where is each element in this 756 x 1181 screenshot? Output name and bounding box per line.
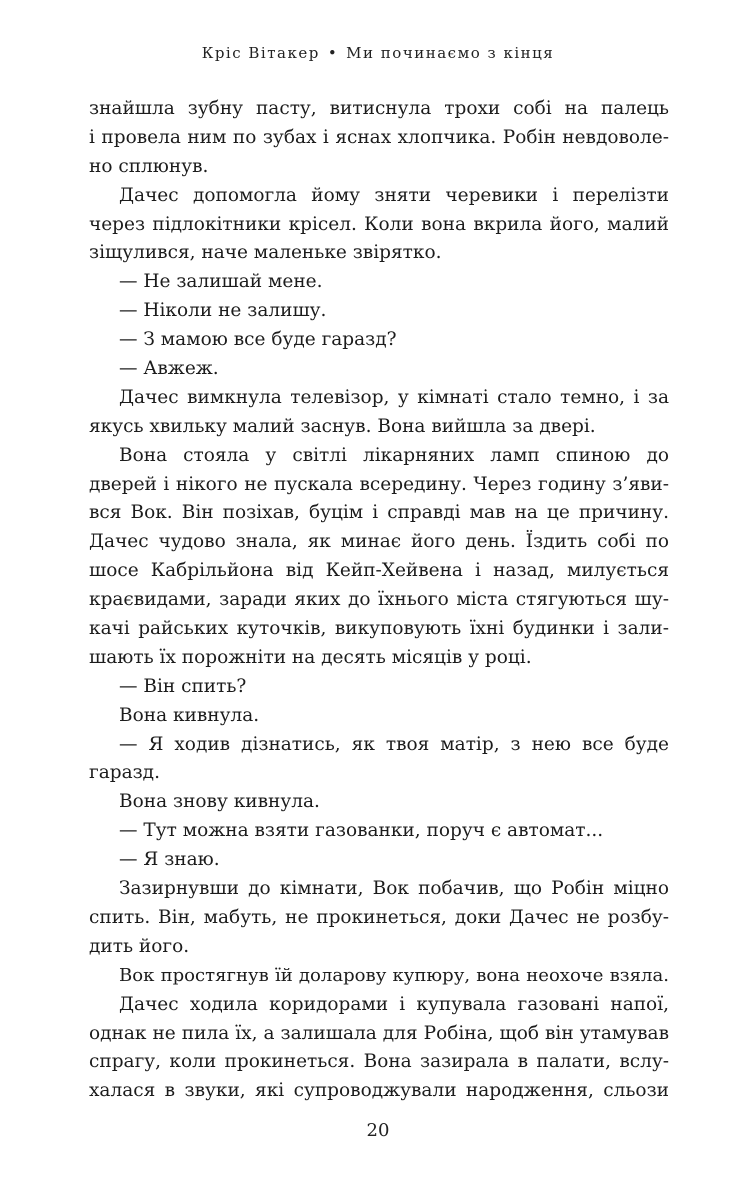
text-line: шають їх порожніти на десять місяців у році. [89, 646, 532, 668]
running-head [0, 44, 756, 62]
running-head-title: Ми починаємо з кінця [346, 44, 555, 62]
text-line: вся Вок. Він позіхав, буцім і справді мав на це причину. [89, 502, 669, 524]
text-line: Вок простягнув їй доларову купюру, вона неохоче взяла. [119, 964, 669, 986]
text-line: спрагу, коли прокинеться. Вона зазирала в палати, вслу- [89, 1051, 669, 1073]
running-head-separator: • [327, 44, 339, 62]
text-line: спить. Він, мабуть, не прокинеться, доки Дачес не розбу- [89, 906, 669, 928]
text-line: качі райських куточків, викуповують їхні будинки і зали- [89, 618, 669, 640]
page-number: 20 [366, 1120, 390, 1141]
text-line: но сплюнув. [89, 155, 209, 177]
text-line: Дачес чудово знала, як минає його день. Їздить собі по [89, 531, 669, 553]
body-text [89, 95, 669, 1106]
text-line: краєвидами, заради яких до їхнього міста стягуються шу- [89, 589, 669, 611]
text-line: зіщулився, наче маленьке звірятко. [89, 242, 442, 264]
text-line: Дачес ходила коридорами і купувала газовані напої, [119, 993, 669, 1015]
text-line: — Я знаю. [119, 849, 220, 871]
text-line: однак не пила їх, а залишала для Робіна, щоб він утамував [89, 1022, 669, 1044]
text-line: Дачес допомогла йому зняти черевики і перелізти [119, 184, 669, 206]
text-line: — З мамою все буде гаразд? [119, 329, 397, 351]
text-line: — Тут можна взяти газованки, поруч є автомат... [119, 820, 604, 842]
text-line: дить його. [89, 935, 190, 957]
text-line: — Він спить? [119, 675, 247, 697]
text-line: Вона знову кивнула. [119, 791, 320, 813]
text-line: Вона стояла у світлі лікарняних ламп спиною до [119, 444, 669, 466]
text-line: — Не залишай мене. [119, 271, 323, 293]
text-line: халася в звуки, які супроводжували народження, сльози [89, 1080, 669, 1102]
text-line: Дачес вимкнула телевізор, у кімнаті стало темно, і за [119, 386, 669, 408]
text-line: — Я ходив дізнатись, як твоя матір, з нею все буде [119, 733, 669, 755]
running-head-author: Кріс Вітакер [201, 44, 320, 62]
text-line: Вона кивнула. [119, 704, 260, 726]
text-line: знайшла зубну пасту, витиснула трохи собі на палець [89, 98, 669, 119]
text-line: дверей і нікого не пускала всередину. Через годину з’яви- [89, 473, 669, 495]
text-line: — Авжеж. [119, 358, 219, 380]
text-line: гаразд. [89, 762, 160, 784]
text-line: через підлокітники крісел. Коли вона вкрила його, малий [89, 213, 669, 235]
text-line: — Ніколи не залишу. [119, 300, 327, 322]
text-line: і провела ним по зубах і яснах хлопчика. Робін невдоволе- [89, 126, 669, 148]
text-line: Зазирнувши до кімнати, Вок побачив, що Робін міцно [119, 878, 669, 900]
text-line: якусь хвильку малий заснув. Вона вийшла за двері. [89, 415, 596, 437]
text-line: шосе Кабрільйона від Кейп-Хейвена і назад, милується [89, 560, 669, 582]
